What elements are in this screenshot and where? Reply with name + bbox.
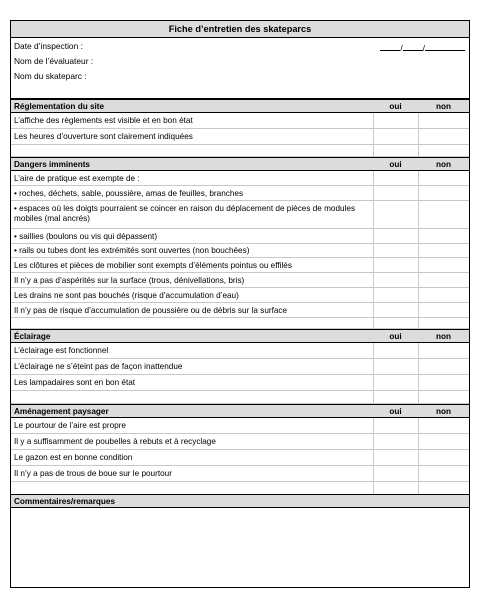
maintenance-sheet	[10, 20, 470, 588]
checklist-row	[11, 244, 469, 258]
yes-cell[interactable]	[373, 171, 374, 185]
yes-cell[interactable]	[373, 450, 374, 465]
checklist-item-text: L’aire de pratique est exempte de :	[14, 174, 140, 183]
date-month-blank[interactable]	[403, 42, 423, 51]
yes-cell[interactable]	[373, 343, 374, 358]
sheet-title: Fiche d’entretien des skateparcs	[11, 21, 469, 38]
spacer-row	[11, 391, 469, 404]
no-cell[interactable]	[418, 273, 419, 287]
no-cell	[418, 145, 419, 156]
checklist-item-text: Il n’y pas de risque d’accumulation de poussière ou de débris sur la surface	[14, 306, 288, 315]
checklist-row	[11, 129, 469, 145]
no-cell[interactable]	[418, 171, 419, 185]
no-cell[interactable]	[418, 129, 419, 144]
checklist-row	[11, 201, 469, 229]
no-cell[interactable]	[418, 229, 419, 243]
checklist-item-text: • roches, déchets, sable, poussière, amas de feuilles, branches	[14, 189, 244, 198]
no-cell[interactable]	[418, 288, 419, 302]
no-cell[interactable]	[418, 434, 419, 449]
checklist-row	[11, 229, 469, 244]
section-title: Éclairage	[14, 332, 51, 341]
checklist-item-text: Le gazon est en bonne condition	[14, 453, 133, 462]
checklist-item-text: • saillies (boulons ou vis qui dépassent)	[14, 232, 158, 241]
yes-cell[interactable]	[373, 258, 374, 272]
date-year-blank[interactable]	[422, 42, 465, 53]
section-title: Dangers imminents	[14, 160, 90, 169]
checklist-row	[11, 171, 469, 186]
checklist-row	[11, 418, 469, 434]
no-cell[interactable]	[418, 418, 419, 433]
checklist-item-text: • espaces où les doigts pourraient se coincer en raison du déplacement de pièces de modules mobiles (mal ancrés)	[14, 204, 356, 223]
checklist-row	[11, 466, 469, 482]
yes-cell[interactable]	[373, 273, 374, 287]
checklist-row	[11, 343, 469, 359]
column-yes-header: oui	[389, 102, 402, 111]
date-day-blank[interactable]	[380, 42, 403, 53]
no-cell[interactable]	[418, 113, 419, 128]
column-yes-header: oui	[389, 160, 402, 169]
no-cell[interactable]	[418, 343, 419, 358]
section-header-lighting	[11, 329, 469, 343]
no-cell	[418, 318, 419, 328]
checklist-row	[11, 258, 469, 273]
inspection-date-label: Date d’inspection :	[14, 41, 83, 51]
checklist-item-text: Il n’y a pas d’aspérités sur la surface (trous, dénivellations, bris)	[14, 276, 245, 285]
no-cell	[418, 482, 419, 494]
column-no-header: non	[435, 102, 451, 111]
column-yes-header: oui	[389, 332, 402, 341]
column-no-header: non	[435, 332, 451, 341]
yes-cell[interactable]	[373, 434, 374, 449]
yes-cell[interactable]	[373, 359, 374, 374]
no-cell[interactable]	[418, 258, 419, 272]
spacer-row	[11, 145, 469, 157]
yes-cell[interactable]	[373, 129, 374, 144]
section-header-landscaping	[11, 404, 469, 418]
yes-cell[interactable]	[373, 201, 374, 228]
yes-cell[interactable]	[373, 375, 374, 390]
column-no-header: non	[435, 160, 451, 169]
yes-cell[interactable]	[373, 186, 374, 200]
date-separator: /	[400, 43, 403, 53]
no-cell[interactable]	[418, 359, 419, 374]
section-header-regulation	[11, 99, 469, 113]
checklist-row	[11, 288, 469, 303]
checklist-item-text: Il y a suffisamment de poubelles à rebuts et à recyclage	[14, 437, 216, 446]
checklist-item-text: L’affiche des règlements est visible et en bon état	[14, 116, 193, 125]
section-header-hazards	[11, 157, 469, 171]
no-cell[interactable]	[418, 244, 419, 257]
yes-cell[interactable]	[373, 113, 374, 128]
comments-header: Commentaires/remarques	[11, 494, 469, 508]
section-title: Aménagement paysager	[14, 407, 109, 416]
checklist-item-text: Les lampadaires sont en bon état	[14, 378, 136, 387]
spacer-row	[11, 482, 469, 494]
checklist-item-text: • rails ou tubes dont les extrémités sont ouvertes (non bouchées)	[14, 246, 250, 255]
checklist-item-text: Le pourtour de l’aire est propre	[14, 421, 126, 430]
no-cell[interactable]	[418, 186, 419, 200]
checklist-item-text: L’éclairage est fonctionnel	[14, 346, 109, 355]
yes-cell[interactable]	[373, 418, 374, 433]
evaluator-name-label: Nom de l’évaluateur :	[14, 56, 94, 66]
inspection-date-field[interactable]	[380, 42, 465, 53]
checklist-row	[11, 450, 469, 466]
checklist-row	[11, 359, 469, 375]
yes-cell[interactable]	[373, 288, 374, 302]
column-yes-header: oui	[389, 407, 402, 416]
no-cell[interactable]	[418, 201, 419, 228]
yes-cell	[373, 482, 374, 494]
no-cell[interactable]	[418, 303, 419, 317]
skatepark-name-label: Nom du skateparc :	[14, 71, 87, 81]
yes-cell[interactable]	[373, 466, 374, 481]
yes-cell	[373, 318, 374, 328]
date-separator: /	[422, 43, 425, 53]
yes-cell	[373, 145, 374, 156]
no-cell	[418, 391, 419, 403]
section-title: Réglementation du site	[14, 102, 105, 111]
checklist-row	[11, 186, 469, 201]
yes-cell[interactable]	[373, 244, 374, 257]
checklist-item-text: Les clôtures et pièces de mobilier sont exempts d’éléments pointus ou effilés	[14, 261, 292, 270]
yes-cell	[373, 391, 374, 403]
yes-cell[interactable]	[373, 229, 374, 243]
checklist-row	[11, 434, 469, 450]
checklist-row	[11, 273, 469, 288]
comments-area[interactable]	[11, 508, 469, 568]
checklist-item-text: Les heures d’ouverture sont clairement indiquées	[14, 132, 193, 141]
checklist-row	[11, 375, 469, 391]
yes-cell[interactable]	[373, 303, 374, 317]
checklist-item-text: Les drains ne sont pas bouchés (risque d’accumulation d’eau)	[14, 291, 239, 300]
spacer-row	[11, 318, 469, 329]
checklist-row	[11, 303, 469, 318]
no-cell[interactable]	[418, 450, 419, 465]
checklist-item-text: L’éclairage ne s’éteint pas de façon inattendue	[14, 362, 183, 371]
checklist-row	[11, 113, 469, 129]
info-block	[11, 38, 469, 99]
no-cell[interactable]	[418, 466, 419, 481]
checklist-item-text: Il n’y a pas de trous de boue sur le pourtour	[14, 469, 172, 478]
no-cell[interactable]	[418, 375, 419, 390]
column-no-header: non	[435, 407, 451, 416]
